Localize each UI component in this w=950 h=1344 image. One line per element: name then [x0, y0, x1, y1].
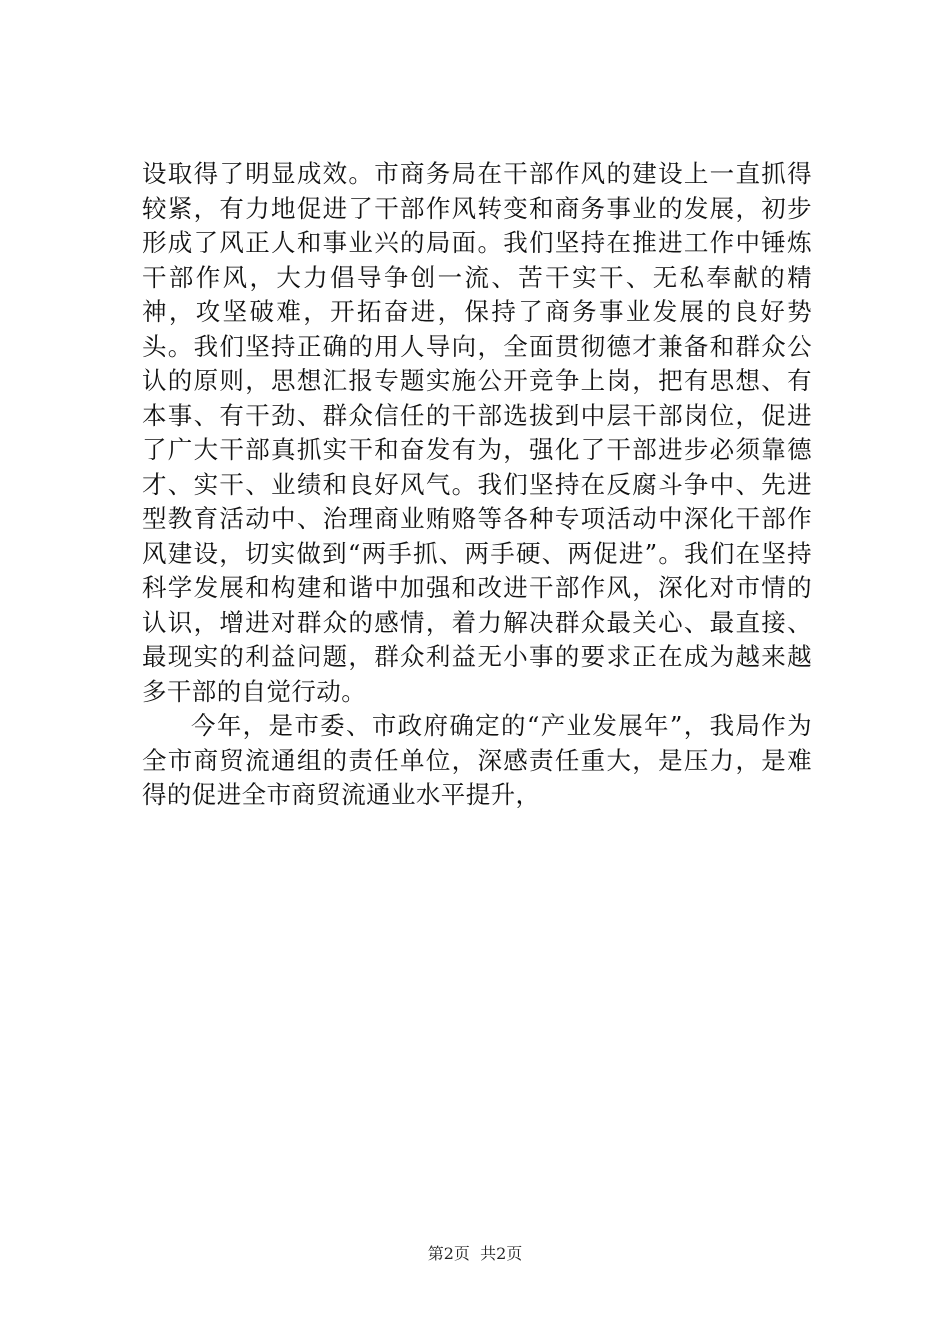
page-number: 第2页 [427, 1244, 470, 1263]
paragraph-1: 设取得了明显成效。市商务局在干部作风的建设上一直抓得较紧，有力地促进了干部作风转变和商务事业的发展，初步形成了风正人和事业兴的局面。我们坚持在推进工作中锤炼干部作风，大力倡导争创一流、苦干实干、无私奉献的精神，攻坚破难，开拓奋进，保持了商务事业发展的良好势头。我们坚持正确的用人导向，全面贯彻德才兼备和群众公认的原则，思想汇报专题实施公开竞争上岗，把有思想、有本事、有干劲、群众信任的干部选拔到中层干部岗位，促进了广大干部真抓实干和奋发有为，强化了干部进步必须靠德才、实干、业绩和良好风气。我们坚持在反腐斗争中、先进型教育活动中、治理商业贿赂等各种专项活动中深化干部作风建设，切实做到“两手抓、两手硬、两促进”。我们在坚持科学发展和构建和谐中加强和改进干部作风，深化对市情的认识，增进对群众的感情，着力解决群众最关心、最直接、最现实的利益问题，群众利益无小事的要求正在成为越来越多干部的自觉行动。 [142, 159, 812, 706]
document-body [142, 157, 812, 813]
footer-separator [470, 1244, 480, 1263]
paragraph-2: 今年，是市委、市政府确定的“产业发展年”，我局作为全市商贸流通组的责任单位，深感责任重大，是压力，是难得的促进全市商贸流通业水平提升， [142, 711, 812, 809]
page-footer [0, 1243, 950, 1265]
page-total: 共2页 [480, 1244, 523, 1263]
